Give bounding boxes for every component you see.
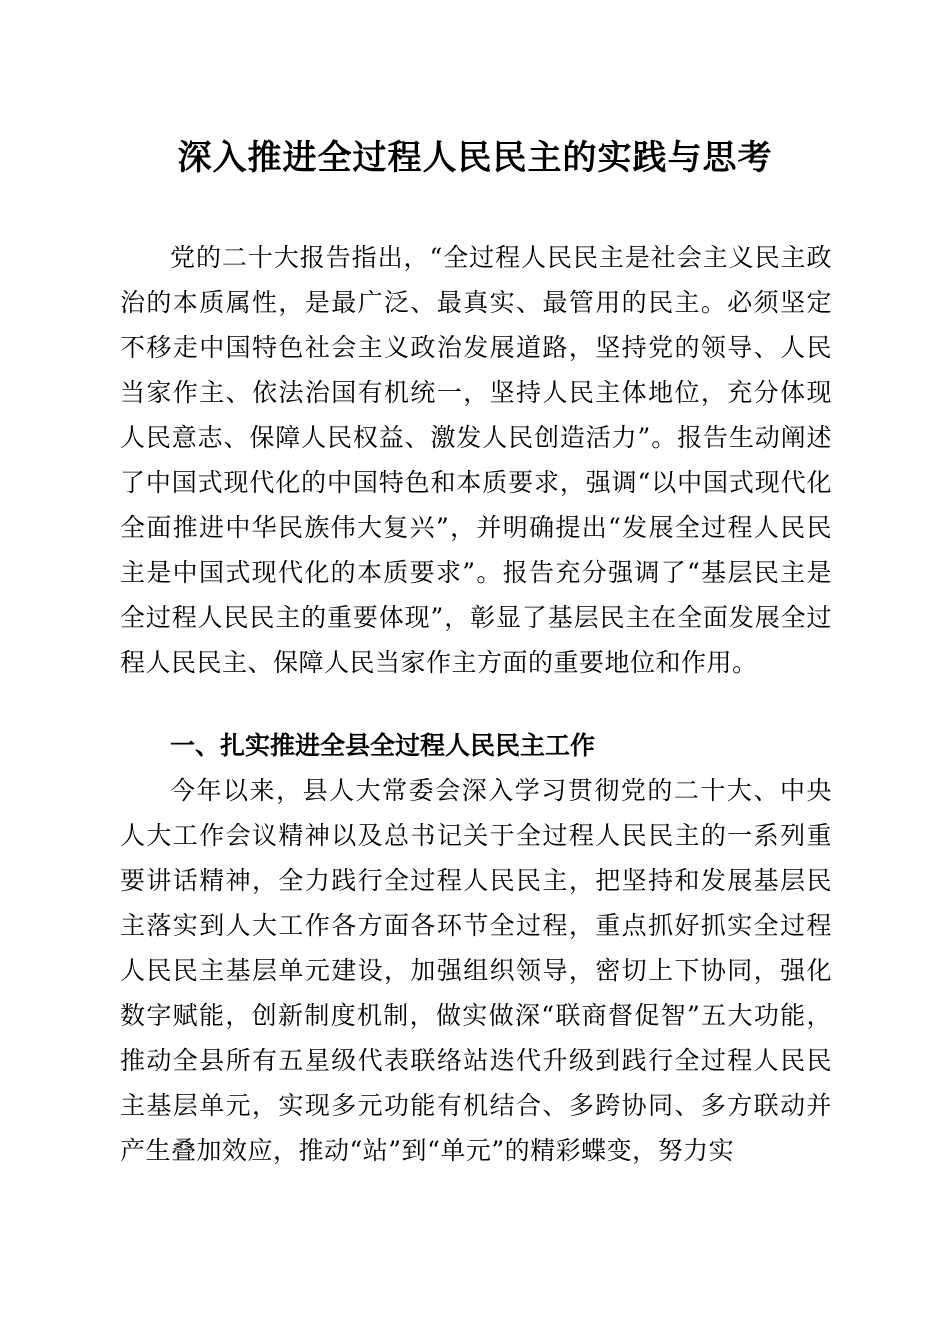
- document-title: 深入推进全过程人民民主的实践与思考: [177, 138, 773, 178]
- section-heading: 一、扎实推进全县全过程人民民主工作: [170, 731, 596, 760]
- section-paragraph: 今年以来，县人大常委会深入学习贯彻党的二十大、中央人大工作会议精神以及总书记关于全过程人民民主的一系列重要讲话精神，全力践行全过程人民民主，把坚持和发展基层民主落实到人大工作各方面各环节全过程，重点抓好抓实全过程人民民主基层单元建设，加强组织领导，密切上下协同，强化数字赋能，创新制度机制，做实做深“联商督促智”五大功能，推动全县所有五星级代表联络站迭代升级到践行全过程人民民主基层单元，实现多元功能有机结合、多跨协同、多方联动并产生叠加效应，推动“站”到“单元”的精彩蝶变，努力实: [120, 776, 832, 1165]
- intro-paragraph: 党的二十大报告指出，“全过程人民民主是社会主义民主政治的本质属性，是最广泛、最真实、最管用的民主。必须坚定不移走中国特色社会主义政治发展道路，坚持党的领导、人民当家作主、依法治国有机统一，坚持人民主体地位，充分体现人民意志、保障人民权益、激发人民创造活力”。报告生动阐述了中国式现代化的中国特色和本质要求，强调“以中国式现代化全面推进中华民族伟大复兴”，并明确提出“发展全过程人民民主是中国式现代化的本质要求”。报告充分强调了“基层民主是全过程人民民主的重要体现”，彰显了基层民主在全面发展全过程人民民主、保障人民当家作主方面的重要地位和作用。: [120, 243, 832, 677]
